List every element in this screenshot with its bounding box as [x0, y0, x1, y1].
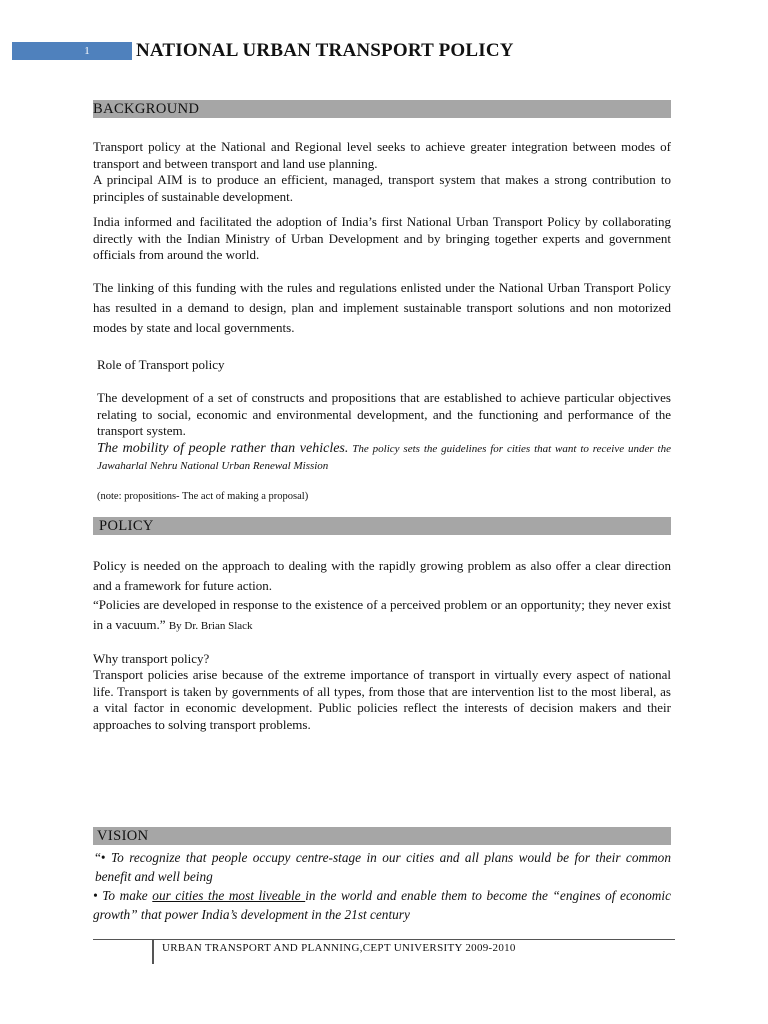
background-paragraph-1: Transport policy at the National and Regional level seeks to achieve greater integration between modes of transport and between transport and land use planning. [93, 139, 671, 171]
vision-item-1-text: To recognize that people occupy centre-stage in our cities and all plans would be for their common benefit and well being [95, 850, 671, 884]
role-heading: Role of Transport policy [97, 357, 225, 372]
footer-rule [93, 939, 675, 940]
policy-quote-author: By Dr. Brian Slack [168, 620, 253, 632]
mobility-statement [97, 440, 671, 474]
background-heading-label: BACKGROUND [93, 101, 200, 117]
why-heading: Why transport policy? [93, 651, 210, 666]
background-paragraph-4: The linking of this funding with the rules and regulations enlisted under the National Urban Transport Policy has resulted in a demand to design, plan and implement sustainable transport solutions and non motorized modes by state and local governments. [93, 280, 671, 335]
background-paragraph-3: India informed and facilitated the adoption of India’s first National Urban Transport Policy by collaborating directly with the Indian Ministry of Urban Development and by bringing together experts and government officials from around the world. [93, 214, 671, 262]
mobility-lead: The mobility of people rather than vehicles. [97, 441, 349, 456]
policy-quote [93, 595, 671, 636]
vision-heading [93, 827, 671, 845]
background-paragraph-2: A principal AIM is to produce an efficient, managed, transport system that makes a strong contribution to principles of sustainable development. [93, 172, 671, 204]
why-paragraph: Transport policies arise because of the extreme importance of transport in virtually every aspect of national life. Transport is taken by governments of all types, from those that are intervention list to the most liberal, as a vital factor in economic development. Public policies reflect the interests of decision makers and their approaches to solving transport problems. [93, 667, 671, 732]
vision-item-1 [95, 848, 671, 886]
policy-heading [93, 517, 671, 535]
vision-item-2-rest: in the world and enable them to become the “engines of economic growth” that power India’s development in the 21st century [93, 888, 672, 922]
role-paragraph: The development of a set of constructs and propositions that are established to achieve particular objectives relating to social, economic and environmental development, and the functioning and performance of the transport system. [97, 390, 671, 438]
footer-divider [152, 940, 154, 964]
policy-paragraph-1: Policy is needed on the approach to dealing with the rapidly growing problem as also offer a clear direction and a framework for future action. [93, 558, 671, 593]
background-heading [93, 100, 671, 118]
mobility-rest: The policy sets the guidelines for cities that want to receive under the Jawaharlal Nehru National Urban Renewal Mission [97, 443, 671, 472]
vision-item-1-bullet: “• [95, 850, 111, 865]
propositions-note: (note: propositions- The act of making a proposal) [97, 491, 309, 502]
vision-item-2-prefix: • To make [93, 888, 153, 903]
vision-item-2 [93, 886, 671, 924]
vision-item-2-underlined: our cities the most liveable [152, 888, 306, 903]
page-number-tab [12, 42, 132, 60]
document-title: NATIONAL URBAN TRANSPORT POLICY [136, 40, 514, 61]
policy-quote-text: “Policies are developed in response to the existence of a perceived problem or an opportunity; they never exist in a vacuum.” [93, 597, 671, 632]
policy-heading-label: POLICY [99, 518, 154, 534]
footer-text: URBAN TRANSPORT AND PLANNING,CEPT UNIVERSITY 2009-2010 [162, 942, 516, 954]
vision-heading-label: VISION [97, 828, 149, 844]
page-number: 1 [84, 45, 90, 57]
